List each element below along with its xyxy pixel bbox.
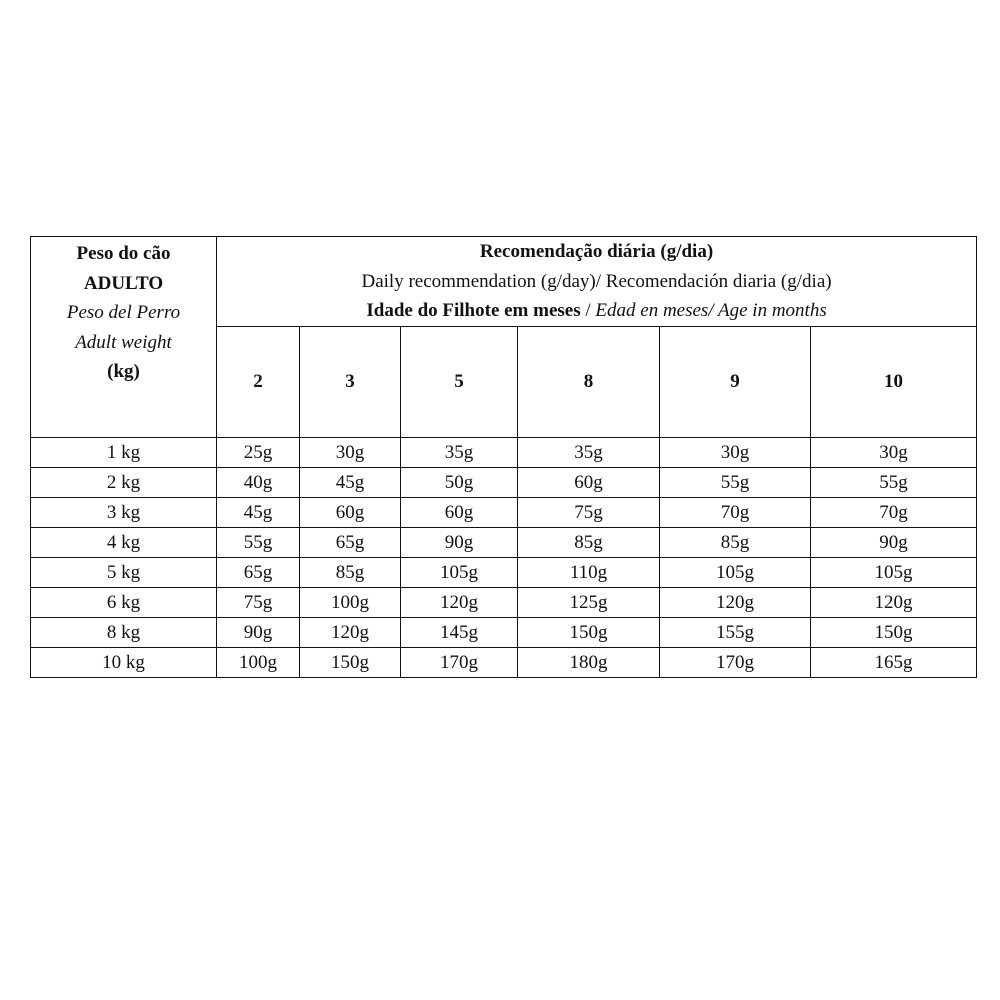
amount-cell: 180g xyxy=(518,647,660,677)
amount-cell: 120g xyxy=(660,587,811,617)
amount-cell: 170g xyxy=(660,647,811,677)
feeding-table xyxy=(30,236,977,678)
weight-cell: 8 kg xyxy=(31,617,217,647)
table-row xyxy=(31,497,977,527)
amount-cell: 40g xyxy=(217,467,300,497)
amount-cell: 30g xyxy=(300,437,401,467)
age-header-cell: 9 xyxy=(660,326,811,437)
amount-cell: 65g xyxy=(300,527,401,557)
age-header-cell: 3 xyxy=(300,326,401,437)
table-row xyxy=(31,557,977,587)
age-subtitle-es-en: Edad en meses/ Age in months xyxy=(595,300,827,321)
recommendation-title-pt: Recomendação diária (g/dia) xyxy=(479,241,714,262)
amount-cell: 35g xyxy=(401,437,518,467)
weight-header-unit: (kg) xyxy=(107,361,140,382)
age-subtitle-pt: Idade do Filhote em meses xyxy=(366,300,581,321)
amount-cell: 110g xyxy=(518,557,660,587)
weight-header-en: Adult weight xyxy=(75,331,172,353)
amount-cell: 105g xyxy=(401,557,518,587)
amount-cell: 45g xyxy=(300,467,401,497)
table-row xyxy=(31,647,977,677)
amount-cell: 155g xyxy=(660,617,811,647)
header-row xyxy=(31,237,977,327)
weight-cell: 6 kg xyxy=(31,587,217,617)
recommendation-title-en-es: Daily recommendation (g/day)/ Recomendación diaria (g/dia) xyxy=(361,270,832,292)
amount-cell: 90g xyxy=(401,527,518,557)
amount-cell: 75g xyxy=(217,587,300,617)
amount-cell: 100g xyxy=(300,587,401,617)
amount-cell: 55g xyxy=(660,467,811,497)
amount-cell: 60g xyxy=(401,497,518,527)
weight-header-es: Peso del Perro xyxy=(66,302,181,323)
age-subtitle xyxy=(217,296,976,326)
age-header-cell: 5 xyxy=(401,326,518,437)
amount-cell: 30g xyxy=(660,437,811,467)
weight-column-header xyxy=(31,237,217,438)
age-header-cell: 10 xyxy=(811,326,977,437)
amount-cell: 145g xyxy=(401,617,518,647)
table-row xyxy=(31,467,977,497)
amount-cell: 60g xyxy=(518,467,660,497)
amount-cell: 70g xyxy=(660,497,811,527)
amount-cell: 85g xyxy=(518,527,660,557)
amount-cell: 150g xyxy=(518,617,660,647)
amount-cell: 125g xyxy=(518,587,660,617)
amount-cell: 55g xyxy=(217,527,300,557)
amount-cell: 105g xyxy=(660,557,811,587)
weight-cell: 5 kg xyxy=(31,557,217,587)
amount-cell: 50g xyxy=(401,467,518,497)
amount-cell: 85g xyxy=(660,527,811,557)
amount-cell: 105g xyxy=(811,557,977,587)
amount-cell: 55g xyxy=(811,467,977,497)
weight-header-pt: Peso do cão xyxy=(76,243,171,264)
table-row xyxy=(31,617,977,647)
table-row xyxy=(31,437,977,467)
weight-cell: 2 kg xyxy=(31,467,217,497)
weight-cell: 3 kg xyxy=(31,497,217,527)
amount-cell: 85g xyxy=(300,557,401,587)
amount-cell: 75g xyxy=(518,497,660,527)
amount-cell: 120g xyxy=(300,617,401,647)
amount-cell: 35g xyxy=(518,437,660,467)
amount-cell: 45g xyxy=(217,497,300,527)
amount-cell: 150g xyxy=(300,647,401,677)
amount-cell: 90g xyxy=(811,527,977,557)
table-row xyxy=(31,587,977,617)
weight-cell: 1 kg xyxy=(31,437,217,467)
amount-cell: 120g xyxy=(401,587,518,617)
amount-cell: 70g xyxy=(811,497,977,527)
amount-cell: 100g xyxy=(217,647,300,677)
amount-cell: 120g xyxy=(811,587,977,617)
amount-cell: 90g xyxy=(217,617,300,647)
amount-cell: 60g xyxy=(300,497,401,527)
amount-cell: 25g xyxy=(217,437,300,467)
weight-cell: 10 kg xyxy=(31,647,217,677)
age-subtitle-separator: / xyxy=(580,300,596,321)
weight-header-adulto: ADULTO xyxy=(83,272,164,294)
age-header-cell: 8 xyxy=(518,326,660,437)
amount-cell: 65g xyxy=(217,557,300,587)
age-header-cell: 2 xyxy=(217,326,300,437)
amount-cell: 150g xyxy=(811,617,977,647)
amount-cell: 30g xyxy=(811,437,977,467)
table-row xyxy=(31,527,977,557)
amount-cell: 165g xyxy=(811,647,977,677)
recommendation-header xyxy=(217,237,977,327)
weight-cell: 4 kg xyxy=(31,527,217,557)
amount-cell: 170g xyxy=(401,647,518,677)
